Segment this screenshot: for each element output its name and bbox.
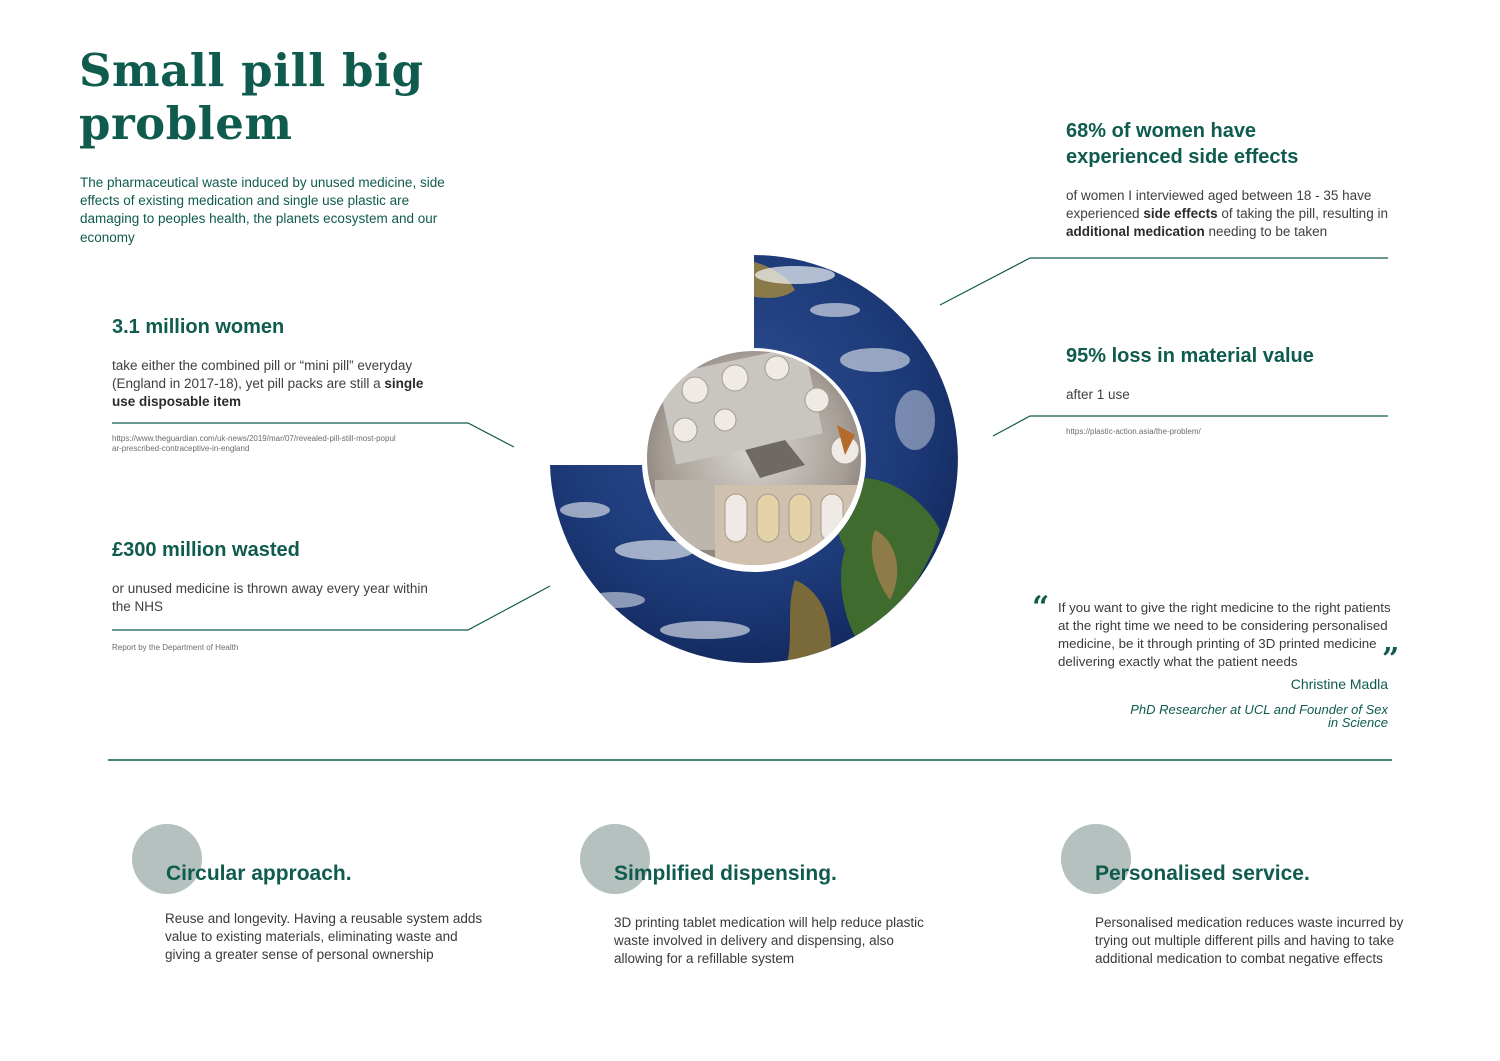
intro-text: The pharmaceutical waste induced by unused medicine, side effects of existing medication and single use plastic are damaging to peoples health, the planets ecosystem and our economy xyxy=(80,175,445,245)
feature-heading-circular: Circular approach. xyxy=(166,862,352,885)
wasted-stat-heading: £300 million wasted xyxy=(112,539,300,561)
feature-body-personalised: Personalised medication reduces waste incurred by trying out multiple different pills and having to take additional medication to combat negative effects xyxy=(1095,915,1404,966)
feature-body-dispensing: 3D printing tablet medication will help reduce plastic waste involved in delivery and dispensing, also allowing for a refillable system xyxy=(614,915,924,966)
feature-body-circular: Reuse and longevity. Having a reusable system adds value to existing materials, eliminating waste and giving a greater sense of personal ownership xyxy=(165,911,483,962)
quote-author-role: PhD Researcher at UCL and Founder of Sex in Science xyxy=(1130,702,1388,730)
side-effects-stat-body xyxy=(1066,187,1396,241)
side-effects-body-start: of women I interviewed aged between 18 - 35 have experienced xyxy=(1066,188,1372,221)
side-effects-body-bold-1: side effects xyxy=(1143,206,1218,221)
women-stat-source: https://www.theguardian.com/uk-news/2019/mar/07/revealed-pill-still-most-popular-prescribed-contraceptive-in-england xyxy=(112,434,396,453)
globe-ring-graphic xyxy=(545,250,965,670)
quote-author: Christine Madla xyxy=(1290,676,1388,692)
women-stat-body-text: take either the combined pill or “mini pill” everyday (England in 2017-18), yet pill packs are still a xyxy=(112,358,413,391)
material-stat-body: after 1 use xyxy=(1066,387,1130,402)
page-title: Small pill big problem xyxy=(79,44,424,150)
feature-heading-personalised: Personalised service. xyxy=(1095,862,1310,885)
quote-close-mark: ” xyxy=(1382,642,1400,677)
quote-open-mark: “ xyxy=(1032,590,1050,625)
feature-heading-dispensing: Simplified dispensing. xyxy=(614,862,837,885)
women-stat-heading: 3.1 million women xyxy=(112,316,285,338)
side-effects-stat-heading: 68% of women have experienced side effects xyxy=(1066,120,1299,168)
material-stat-heading: 95% loss in material value xyxy=(1066,345,1314,367)
side-effects-body-mid: of taking the pill, resulting in xyxy=(1217,206,1388,221)
women-stat-body-bold: single use disposable item xyxy=(112,376,424,409)
side-effects-connector-line xyxy=(940,258,1388,305)
quote-text: If you want to give the right medicine to the right patients at the right time we need to be considering personalised medicine, be it through printing of 3D printed medicine delivering exactly what the patient needs xyxy=(1058,600,1391,669)
wasted-stat-body: or unused medicine is thrown away every year within the NHS xyxy=(112,581,428,614)
material-stat-source: https://plastic-action.asia/the-problem/ xyxy=(1066,427,1201,436)
side-effects-body-bold-2: additional medication xyxy=(1066,224,1205,239)
wasted-stat-source: Report by the Department of Health xyxy=(112,643,239,652)
side-effects-body-end: needing to be taken xyxy=(1204,224,1328,239)
women-stat-body xyxy=(112,357,432,411)
